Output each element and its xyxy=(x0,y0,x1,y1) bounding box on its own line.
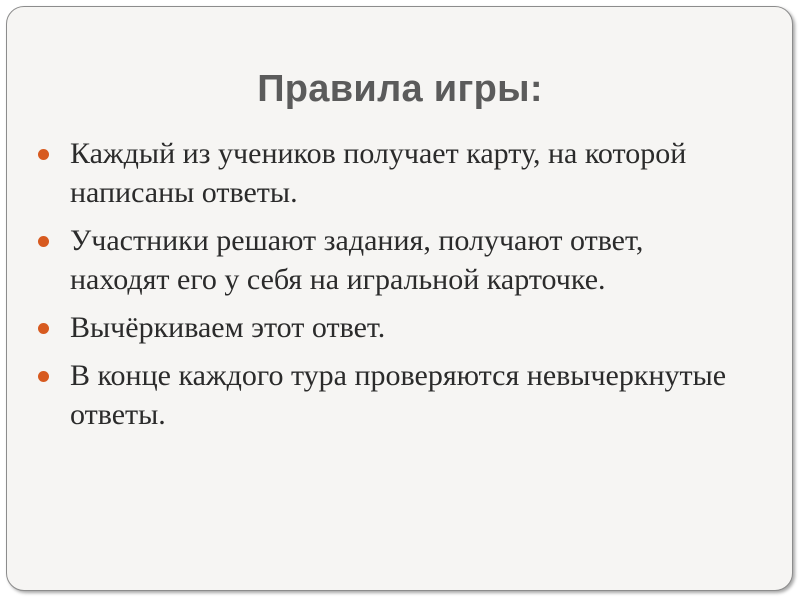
list-item xyxy=(38,134,738,212)
rule-text: Каждый из учеников получает карту, на которой написаны ответы. xyxy=(70,137,687,209)
list-item xyxy=(38,308,738,347)
circle-bullet-icon xyxy=(38,149,49,160)
circle-bullet-icon xyxy=(38,371,49,382)
rule-text: Вычёркиваем этот ответ. xyxy=(70,311,386,344)
circle-bullet-icon xyxy=(38,323,49,334)
slide-title: Правила игры: xyxy=(257,68,543,110)
rules-list xyxy=(38,134,738,443)
circle-bullet-icon xyxy=(38,236,49,247)
list-item xyxy=(38,221,738,299)
rule-text: Участники решают задания, получают ответ, находят его у себя на игральной карточке. xyxy=(70,224,644,296)
rule-text: В конце каждого тура проверяются невычеркнутые ответы. xyxy=(70,359,727,431)
list-item xyxy=(38,356,738,434)
